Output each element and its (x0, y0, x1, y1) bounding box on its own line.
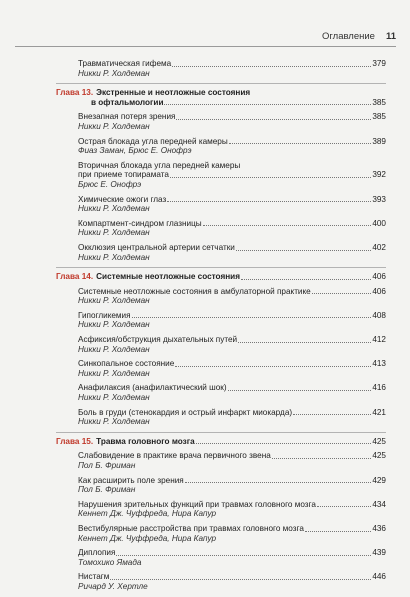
chapter-label: Глава 13. (56, 88, 94, 98)
entry-authors: Томохико Ямада (78, 557, 142, 567)
dot-leader (196, 443, 372, 444)
entry-authors: Никки Р. Холдеман (78, 204, 150, 214)
entry-title: Окклюзия центральной артерии сетчатки (78, 242, 235, 252)
entry-authors: Кеннет Дж. Чуффреда, Нира Капур (78, 509, 217, 519)
toc-entry (78, 137, 386, 156)
entry-authors: Никки Р. Холдеман (78, 68, 150, 78)
entry-title: Диплопия (78, 548, 116, 558)
entry-authors: Никки Р. Холдеман (78, 320, 150, 330)
dot-leader (293, 414, 371, 415)
entry-title-line (78, 383, 386, 393)
chapter-title: в офтальмологии (91, 97, 164, 107)
page-ref: 385 (372, 112, 386, 122)
entry-authors: Никки Р. Холдеман (78, 368, 150, 378)
dot-leader (110, 579, 371, 580)
dot-leader (132, 317, 372, 318)
entry-title: Вестибулярные расстройства при травмах головного мозга (78, 523, 304, 533)
entry-title-line (78, 548, 386, 558)
page-ref: 439 (372, 548, 386, 558)
table-of-contents (56, 59, 386, 597)
page-ref: 425 (372, 451, 386, 461)
entry-title: Асфиксия/обструкция дыхательных путей (78, 335, 238, 345)
dot-leader (167, 201, 371, 202)
dot-leader (272, 458, 372, 459)
dot-leader (312, 293, 372, 294)
entry-authors: Ричард У. Хертле (78, 581, 148, 591)
toc-entry (78, 359, 386, 378)
entry-title: Травматическая гифема (78, 59, 172, 68)
dot-leader (236, 250, 371, 251)
chapter-title-line (56, 98, 386, 108)
toc-chapter (56, 83, 386, 107)
dot-leader (176, 119, 371, 120)
entry-title: Нарушения зрительных функций при травмах головного мозга (78, 499, 316, 509)
dot-leader (238, 342, 371, 343)
entry-title: Системные неотложные состояния в амбулаторной практике (78, 286, 311, 296)
chapter-title: Системные неотложные состояния (96, 272, 240, 282)
dot-leader (305, 531, 371, 532)
entry-title-line (78, 195, 386, 205)
dot-leader (170, 177, 371, 178)
entry-title-line (78, 243, 386, 253)
entry-authors: Пол Б. Фриман (78, 461, 136, 470)
toc-entry (78, 195, 386, 214)
header-rule (15, 46, 396, 47)
entry-title-line (78, 219, 386, 229)
dot-leader (229, 143, 372, 144)
dot-leader (175, 366, 371, 367)
entry-title: Внезапная потеря зрения (78, 112, 176, 122)
toc-entry (78, 476, 386, 495)
entry-title: Нистагм (78, 572, 110, 582)
toc-chapter (56, 267, 386, 282)
entry-title: Острая блокада угла передней камеры (78, 136, 228, 146)
entry-authors: Никки Р. Холдеман (78, 296, 150, 306)
page-ref: 400 (372, 218, 386, 228)
toc-entry (78, 219, 386, 238)
toc-entry (78, 287, 386, 306)
chapter-title: Травма головного мозга (96, 436, 195, 446)
dot-leader (241, 279, 371, 280)
page-ref: 393 (372, 194, 386, 204)
chapter-label: Глава 15. (56, 436, 94, 446)
entry-title-line (78, 112, 386, 122)
dot-leader (203, 225, 372, 226)
page-ref: 408 (372, 310, 386, 320)
section-title: Оглавление (322, 31, 375, 42)
toc-entry (78, 524, 386, 543)
page-ref: 425 (372, 436, 386, 446)
entry-title: Вторичная блокада угла передней камеры (78, 160, 241, 170)
page-ref: 406 (372, 286, 386, 296)
entry-authors: Фиаз Заман, Брюс Е. Онофрэ (78, 146, 192, 156)
dot-leader (228, 390, 372, 391)
dot-leader (185, 482, 372, 483)
chapter-title-line (56, 272, 386, 282)
toc-entry (78, 161, 386, 190)
dot-leader (164, 104, 371, 105)
page-ref: 413 (372, 359, 386, 369)
entry-title-line (78, 335, 386, 345)
toc-entry (78, 451, 386, 470)
toc-entry (78, 383, 386, 402)
entry-title-line (78, 59, 386, 69)
entry-title: Синкопальное состояние (78, 359, 175, 369)
entry-title-line (78, 524, 386, 534)
entry-title-line (78, 451, 386, 461)
entry-title: Гипогликемия (78, 310, 131, 320)
chapter-title-line (56, 437, 386, 447)
toc-entry (78, 572, 386, 591)
page-ref: 379 (372, 59, 386, 68)
entry-title-line (78, 359, 386, 369)
page-ref: 385 (372, 97, 386, 107)
toc-entry (78, 59, 386, 78)
entry-title: Слабовидение в практике врача первичного звена (78, 451, 271, 461)
chapter-label: Глава 14. (56, 272, 94, 282)
page-ref: 436 (372, 523, 386, 533)
running-header (322, 31, 396, 42)
page-ref: 434 (372, 499, 386, 509)
entry-authors: Никки Р. Холдеман (78, 121, 150, 131)
toc-entry (78, 408, 386, 427)
page-number: 11 (385, 31, 396, 42)
page-ref: 412 (372, 335, 386, 345)
entry-title: Боль в груди (стенокардия и острый инфаркт миокарда) (78, 407, 293, 417)
page-ref: 446 (372, 572, 386, 582)
toc-entry (78, 335, 386, 354)
page-ref: 406 (372, 272, 386, 282)
entry-title-line (78, 137, 386, 147)
entry-title-line (78, 311, 386, 321)
chapter-title-line (56, 88, 386, 98)
entry-title: Компартмент-синдром глазницы (78, 218, 202, 228)
entry-title-line (78, 287, 386, 297)
entry-title-line (78, 408, 386, 418)
toc-chapter (56, 432, 386, 447)
page-ref: 389 (372, 136, 386, 146)
entry-title-line (78, 500, 386, 510)
dot-leader (172, 66, 371, 67)
entry-authors: Пол Б. Фриман (78, 485, 136, 495)
entry-title: Анафилаксия (анафилактический шок) (78, 383, 227, 393)
entry-title-line (78, 170, 386, 180)
entry-title-line (78, 572, 386, 582)
entry-authors: Никки Р. Холдеман (78, 228, 150, 238)
entry-title-line (78, 161, 386, 171)
entry-authors: Никки Р. Холдеман (78, 252, 150, 262)
entry-title-line (78, 476, 386, 486)
toc-entry (78, 243, 386, 262)
entry-title: Как расширить поле зрения (78, 475, 184, 485)
page-ref: 429 (372, 475, 386, 485)
entry-title: Химические ожоги глаз (78, 194, 167, 204)
chapter-title: Экстренные и неотложные состояния (96, 88, 251, 98)
toc-entry (78, 112, 386, 131)
toc-entry (78, 311, 386, 330)
page-ref: 421 (372, 407, 386, 417)
page-ref: 416 (372, 383, 386, 393)
entry-authors: Никки Р. Холдеман (78, 393, 150, 403)
entry-authors: Брюс Е. Онофрэ (78, 179, 142, 189)
entry-authors: Кеннет Дж. Чуффреда, Нира Капур (78, 533, 217, 543)
entry-authors: Никки Р. Холдеман (78, 417, 150, 427)
toc-entry (78, 500, 386, 519)
dot-leader (116, 555, 371, 556)
toc-entry (78, 548, 386, 567)
page-ref: 392 (372, 170, 386, 180)
dot-leader (317, 506, 371, 507)
entry-title: при приеме топирамата (78, 170, 169, 180)
page-ref: 402 (372, 242, 386, 252)
entry-authors: Никки Р. Холдеман (78, 344, 150, 354)
